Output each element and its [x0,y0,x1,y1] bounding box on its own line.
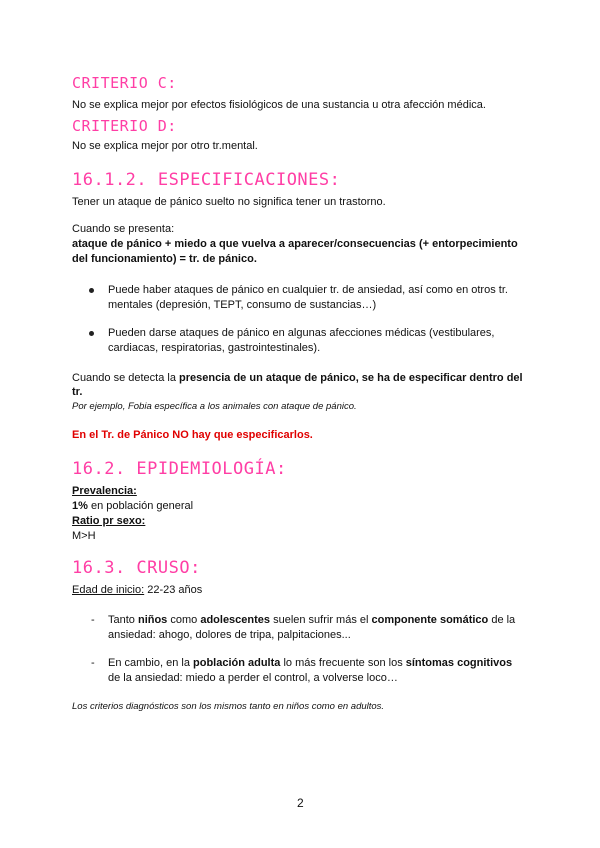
d1-a: Tanto [108,614,138,626]
detect-line-2: tr. [72,386,83,398]
bullet-1-line-2: mentales (depresión, TEPT, consumo de sustancias…) [108,299,377,311]
d2-sintomas: síntomas cognitivos [405,657,513,669]
prevalencia-percent: 1% [72,500,88,512]
d2-c: lo más frecuente son los [280,657,406,669]
d2-a: En cambio, en la [108,657,193,669]
d1-ninos: niños [137,614,168,626]
criterio-d-text: No se explica mejor por otro tr.mental. [72,140,258,152]
red-note: En el Tr. de Pánico NO hay que especificarlos. [72,429,313,441]
criterio-c-text: No se explica mejor por efectos fisiológicos de una sustancia u otra afección médica. [72,99,486,111]
prevalencia-value [72,499,193,513]
edad-value: 22-23 años [144,584,203,596]
detect-prefix: Cuando se detecta la [72,372,180,384]
dash-1-line-1 [108,613,515,627]
especificaciones-intro: Tener un ataque de pánico suelto no significa tener un trastorno. [72,196,386,208]
d1-e: suelen sufrir más el [270,614,372,626]
detect-line-1 [72,371,523,385]
d1-adolescentes: adolescentes [200,614,271,626]
detect-bold: presencia de un ataque de pánico, se ha de especificar dentro del [179,372,523,384]
bullet-2-line-1: Pueden darse ataques de pánico en algunas afecciones médicas (vestibulares, [108,327,495,339]
prevalencia-rest: en población general [87,500,194,512]
dash-2: - [91,657,95,669]
prevalencia-label: Prevalencia: [72,485,137,497]
cuando-se-presenta: Cuando se presenta: [72,223,175,235]
page-number: 2 [297,796,304,810]
formula-line-1: ataque de pánico + miedo a que vuelva a aparecer/consecuencias (+ entorpecimiento [72,238,518,250]
d1-c: como [167,614,201,626]
d2-poblacion: población adulta [193,657,281,669]
curso-heading: 16.3. CRUSO: [72,558,201,578]
edad-label: Edad de inicio: [72,584,145,596]
dash-2-line-1 [108,656,512,670]
closing-note: Los criterios diagnósticos son los mismos tanto en niños como en adultos. [72,701,385,712]
bullet-1-line-1: Puede haber ataques de pánico en cualquier tr. de ansiedad, así como en otros tr. [108,284,508,296]
ratio-label: Ratio pr sexo: [72,515,146,527]
edad-inicio [72,583,202,597]
dash-2-line-2: de la ansiedad: miedo a perder el control, a volverse loco… [108,672,398,684]
especificaciones-heading: 16.1.2. ESPECIFICACIONES: [72,170,341,190]
formula-line-2: del funcionamiento) = tr. de pánico. [72,253,257,265]
bullet-dot-1 [89,288,94,293]
d1-componente: componente somático [371,614,489,626]
dash-1: - [91,614,95,626]
bullet-2-line-2: cardiacas, respiratorias, gastrointestinales). [108,342,321,354]
epidemiologia-heading: 16.2. EPIDEMIOLOGÍA: [72,459,287,479]
criterio-d-heading: CRITERIO D: [72,117,177,135]
example-text: Por ejemplo, Fobia específica a los animales con ataque de pánico. [72,401,357,412]
criterio-c-heading: CRITERIO C: [72,74,177,92]
dash-1-line-2: ansiedad: ahogo, dolores de tripa, palpitaciones... [108,629,351,641]
d1-g: de la [488,614,516,626]
ratio-value: M>H [72,530,96,542]
bullet-dot-2 [89,331,94,336]
